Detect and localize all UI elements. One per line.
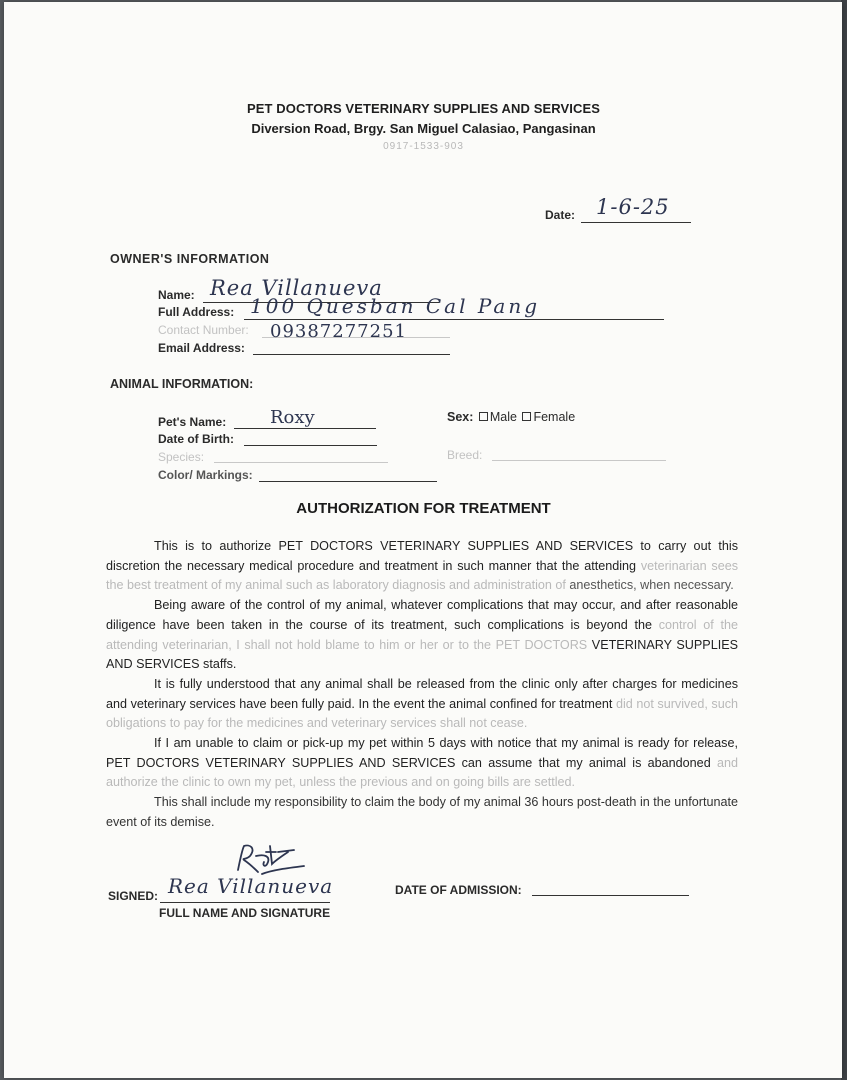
date-label: Date: [545,208,576,222]
paragraph-3 [106,675,738,734]
clinic-name: PET DOCTORS VETERINARY SUPPLIES AND SERVICES [246,101,601,116]
paragraph-5: This shall include my responsibility to claim the body of my animal 36 hours post-death in the unfortunate event of its demise. [106,795,738,829]
sex-label: Sex: [447,410,474,424]
breed-label: Breed: [447,448,483,462]
pet-name-line [234,428,376,429]
sex-male-checkbox[interactable] [479,412,488,421]
paragraph-2 [106,596,738,675]
paragraph-4-a: If I am unable to claim or pick-up my pet within 5 days with notice that my animal is ready for release, PET DOCTORS VETERINARY SUPPLIES AND SERVICES can assume that my animal is abandoned [106,736,738,770]
owner-contact-label: Contact Number: [158,323,249,337]
signature-mark-icon [232,842,312,876]
authorization-body [106,537,738,833]
paragraph-4 [106,734,738,793]
signed-line [160,902,330,903]
dob-line [244,445,377,446]
clinic-address: Diversion Road, Brgy. San Miguel Calasiao, Pangasinan [251,121,596,136]
color-label: Color/ Markings: [158,468,253,482]
paragraph-1 [106,537,738,596]
signature-sub-label: FULL NAME AND SIGNATURE [159,906,331,920]
authorization-title: AUTHORIZATION FOR TREATMENT [296,500,551,517]
owner-name-label: Name: [158,288,195,302]
admission-label: DATE OF ADMISSION: [395,883,522,897]
pet-name-label: Pet's Name: [158,415,227,429]
breed-line [492,460,666,461]
species-label: Species: [158,450,205,464]
owner-email-line [253,354,450,355]
owner-address-label: Full Address: [158,305,235,319]
signed-name[interactable]: Rea Villanueva [168,874,334,898]
owner-address-line [244,319,664,320]
paragraph-1-b: veterinarian sees the best treatment of my animal such as laboratory diagnosis and administration of [106,558,739,593]
paragraph-2-a: Being aware of the control of my animal, whatever complications that may occur, and after reasonable diligence have been taken in the course of its treatment, such complications is beyond the [106,598,738,632]
paragraph-2-c: VETERINARY SUPPLIES AND SERVICES staffs. [106,637,738,672]
date-value[interactable]: 1-6-25 [596,195,670,219]
pet-name-value[interactable]: Roxy [270,407,315,428]
owner-email-label: Email Address: [158,341,245,355]
sex-female-label: Female [533,410,576,424]
sex-male-label: Male [489,410,517,424]
paragraph-3-b: did not survived, such obligations to pay for the medicines and veterinary services shall not cease. [106,696,738,731]
paragraph-1-c: anesthetics, when necessary. [569,578,734,593]
sex-female-checkbox[interactable] [522,412,531,421]
owner-section-title: OWNER'S INFORMATION [110,252,270,266]
species-line [214,462,388,463]
admission-line [532,895,689,896]
owner-name-value[interactable]: Rea Villanueva [210,276,383,300]
date-line [581,222,691,223]
signed-label: SIGNED: [108,889,159,903]
owner-contact-value[interactable]: 09387277251 [270,321,407,342]
paragraph-2-b: control of the attending veterinarian, I shall not hold blame to him or her or to the PET DOCTORS [106,617,739,652]
paragraph-3-a: It is fully understood that any animal shall be released from the clinic only after charges for medicines and veterinary services have been fully paid. In the event the animal confined for treatment [106,676,738,711]
dob-label: Date of Birth: [158,432,234,446]
sex-field [447,410,575,424]
paragraph-1-a: This is to authorize PET DOCTORS VETERINARY SUPPLIES AND SERVICES to carry out this discretion the necessary medical procedure and treatment in such manner that the attending [106,539,738,573]
color-line [259,481,437,482]
owner-address-value[interactable]: 100 Quesban Cal Pang [250,294,541,318]
animal-section-title: ANIMAL INFORMATION: [110,377,254,391]
paragraph-4-b: and authorize the clinic to own my pet, unless the previous and on going bills are settled. [106,755,738,790]
clinic-phone: 0917-1533-903 [383,141,464,152]
